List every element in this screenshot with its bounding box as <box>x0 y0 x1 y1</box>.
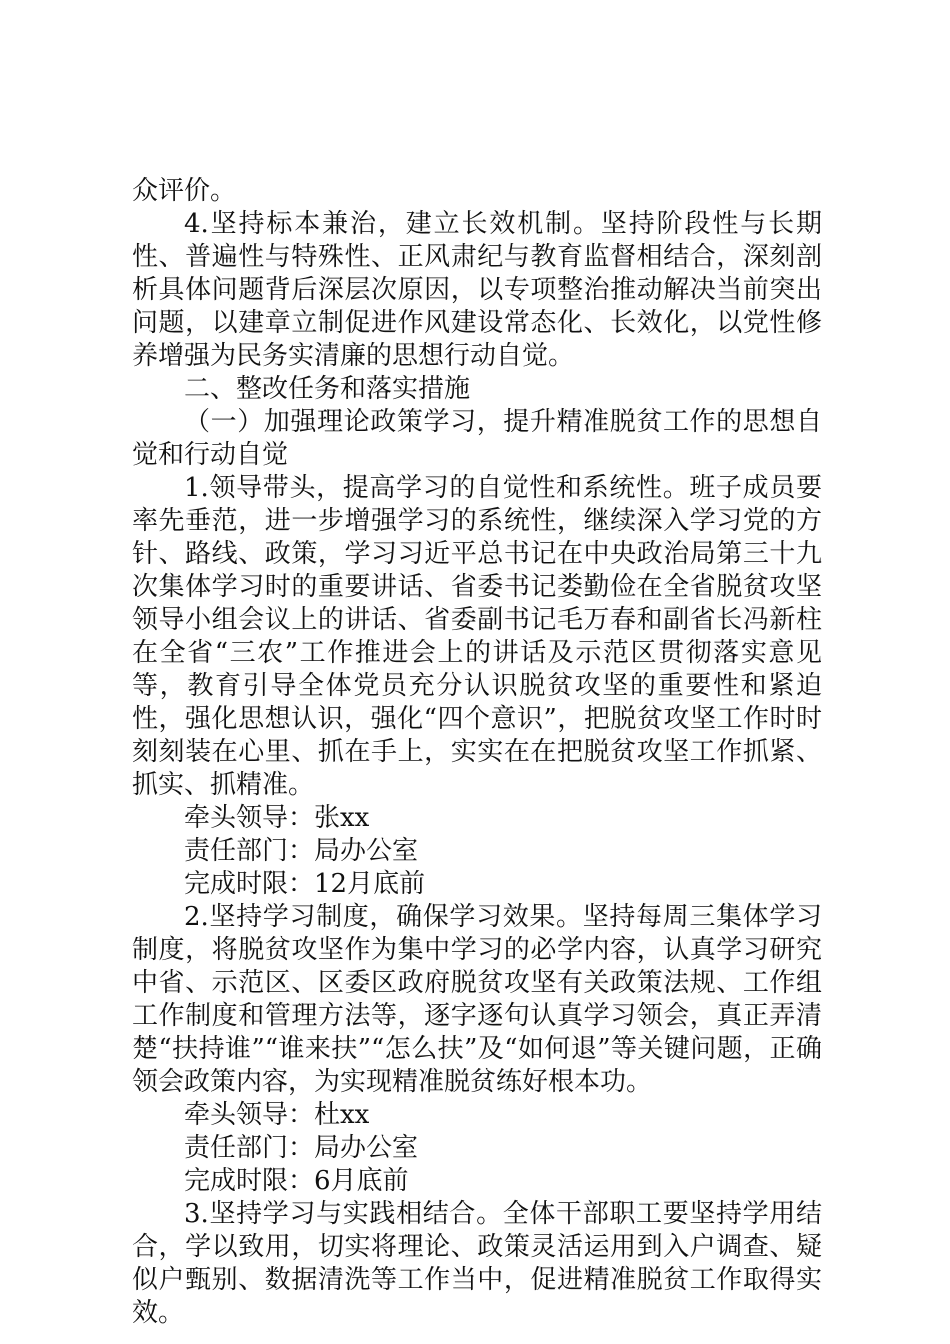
paragraph-continuation: 众评价。 <box>132 176 237 206</box>
section-heading-2: 二、整改任务和落实措施 <box>184 374 471 404</box>
responsible-dept-1: 责任部门：局办公室 <box>184 836 419 866</box>
paragraph-task-3: 3.坚持学习与实践相结合。全体干部职工要坚持学用结合，学以致用，切实将理论、政策灵活运用到入户调查、疑似户甄别、数据清洗等工作当中，促进精准脱贫工作取得实效。 <box>132 1199 822 1328</box>
paragraph-task-2: 2.坚持学习制度，确保学习效果。坚持每周三集体学习制度，将脱贫攻坚作为集中学习的必学内容，认真学习研究中省、示范区、区委区政府脱贫攻坚有关政策法规、工作组工作制度和管理方法等，逐字逐句认真学习领会，真正弄清楚“扶持谁”“谁来扶”“怎么扶”及“如何退”等关键问题，正确领会政策内容，为实现精准脱贫练好根本功。 <box>132 902 822 1097</box>
paragraph-item-4: 4.坚持标本兼治，建立长效机制。坚持阶段性与长期性、普遍性与特殊性、正风肃纪与教育监督相结合，深刻剖析具体问题背后深层次原因，以专项整治推动解决当前突出问题，以建章立制促进作风建设常态化、长效化，以党性修养增强为民务实清廉的思想行动自觉。 <box>132 209 822 371</box>
subsection-heading-1: （一）加强理论政策学习，提升精准脱贫工作的思想自觉和行动自觉 <box>132 407 822 470</box>
lead-person-1: 牵头领导：张xx <box>184 803 370 833</box>
lead-person-2: 牵头领导：杜xx <box>184 1100 370 1130</box>
paragraph-task-1: 1.领导带头，提高学习的自觉性和系统性。班子成员要率先垂范，进一步增强学习的系统性，继续深入学习党的方针、路线、政策，学习习近平总书记在中央政治局第三十九次集体学习时的重要讲话、省委书记娄勤俭在全省脱贫攻坚领导小组会议上的讲话、省委副书记毛万春和副省长冯新柱在全省“三农”工作推进会上的讲话及示范区贯彻落实意见等，教育引导全体党员充分认识脱贫攻坚的重要性和紧迫性，强化思想认识，强化“四个意识”，把脱贫攻坚工作时时刻刻装在心里、抓在手上，实实在在把脱贫攻坚工作抓紧、抓实、抓精准。 <box>132 473 822 800</box>
document-body <box>132 175 822 1330</box>
responsible-dept-2: 责任部门：局办公室 <box>184 1133 419 1163</box>
deadline-1: 完成时限：12月底前 <box>184 869 426 899</box>
deadline-2: 完成时限：6月底前 <box>184 1166 409 1196</box>
